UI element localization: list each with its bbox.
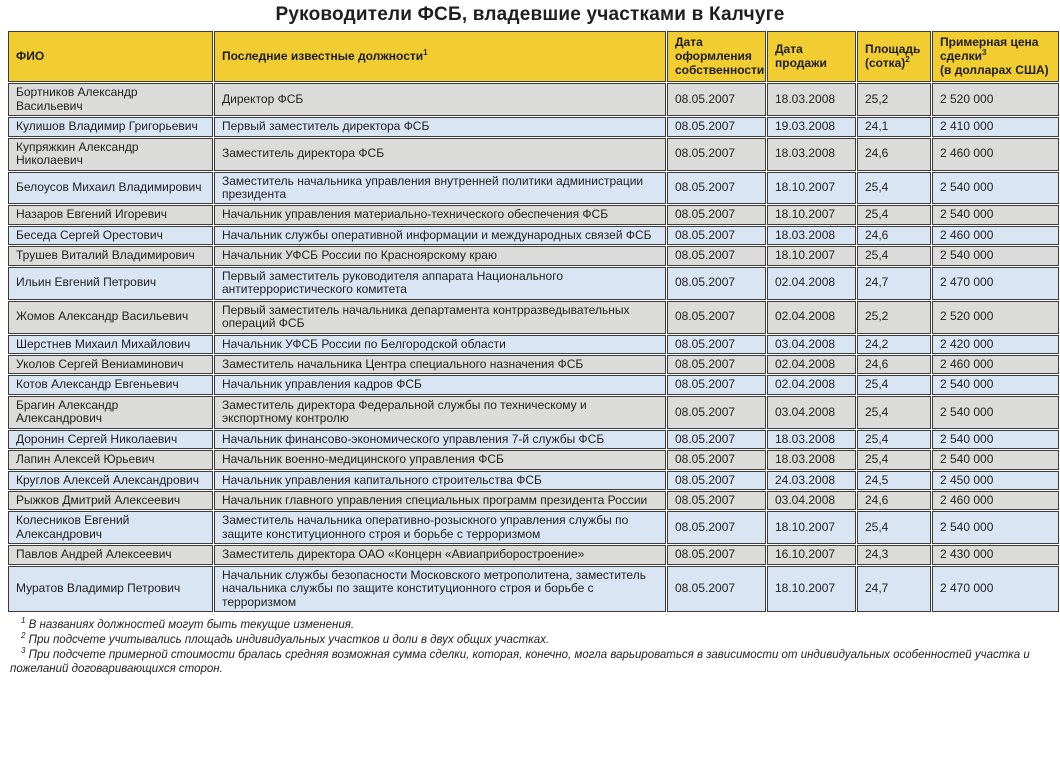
area-cell: 24,7 — [857, 267, 931, 300]
sale-date-cell: 03.04.2008 — [767, 335, 856, 354]
column-header-positions — [214, 31, 666, 82]
price-cell: 2 540 000 — [932, 430, 1059, 449]
price-cell: 2 460 000 — [932, 138, 1059, 171]
name-cell: Уколов Сергей Вениаминович — [8, 355, 213, 374]
column-header-sale-date — [767, 31, 856, 82]
area-cell: 25,4 — [857, 511, 931, 544]
column-header-fio-label: ФИО — [16, 48, 45, 63]
name-cell: Брагин Александр Александрович — [8, 396, 213, 429]
area-cell: 24,6 — [857, 491, 931, 510]
column-header-registration-date-label: Дата оформления собственности — [675, 35, 765, 77]
registration-date-cell: 08.05.2007 — [667, 471, 766, 490]
position-cell: Первый заместитель директора ФСБ — [214, 117, 666, 136]
registration-date-cell: 08.05.2007 — [667, 267, 766, 300]
registration-date-cell: 08.05.2007 — [667, 545, 766, 564]
registration-date-cell: 08.05.2007 — [667, 301, 766, 334]
table-row — [8, 430, 1059, 449]
footnote-2 — [10, 630, 1050, 648]
position-cell: Заместитель начальника Центра специального назначения ФСБ — [214, 355, 666, 374]
position-cell: Заместитель директора ФСБ — [214, 138, 666, 171]
footnote-2-marker: 2 — [21, 630, 26, 640]
price-cell: 2 470 000 — [932, 267, 1059, 300]
registration-date-cell: 08.05.2007 — [667, 450, 766, 469]
name-cell: Колесников Евгений Александрович — [8, 511, 213, 544]
registration-date-cell: 08.05.2007 — [667, 396, 766, 429]
name-cell: Трушев Виталий Владимирович — [8, 246, 213, 265]
header-row — [8, 31, 1059, 82]
area-cell: 25,4 — [857, 430, 931, 449]
price-cell: 2 520 000 — [932, 83, 1059, 116]
column-header-area — [857, 31, 931, 82]
name-cell: Белоусов Михаил Владимирович — [8, 172, 213, 205]
table-row — [8, 301, 1059, 334]
sale-date-cell: 02.04.2008 — [767, 355, 856, 374]
table-row — [8, 450, 1059, 469]
area-cell: 24,3 — [857, 545, 931, 564]
footnote-ref-1: 1 — [423, 47, 428, 57]
registration-date-cell: 08.05.2007 — [667, 246, 766, 265]
column-header-fio — [8, 31, 213, 82]
area-cell: 24,7 — [857, 566, 931, 612]
table-row — [8, 545, 1059, 564]
table-row — [8, 335, 1059, 354]
sale-date-cell: 02.04.2008 — [767, 375, 856, 394]
table-header — [8, 31, 1059, 82]
footnotes — [10, 618, 1050, 677]
sale-date-cell: 18.10.2007 — [767, 246, 856, 265]
page-title: Руководители ФСБ, владевшие участками в Калчуге — [275, 4, 785, 25]
area-cell: 25,4 — [857, 172, 931, 205]
footnote-1-marker: 1 — [21, 616, 26, 626]
table-row — [8, 205, 1059, 224]
sale-date-cell: 02.04.2008 — [767, 267, 856, 300]
table-row — [8, 246, 1059, 265]
position-cell: Начальник службы оперативной информации и международных связей ФСБ — [214, 226, 666, 245]
registration-date-cell: 08.05.2007 — [667, 138, 766, 171]
name-cell: Рыжков Дмитрий Алексеевич — [8, 491, 213, 510]
sale-date-cell: 18.10.2007 — [767, 566, 856, 612]
area-cell: 25,2 — [857, 83, 931, 116]
price-cell: 2 410 000 — [932, 117, 1059, 136]
table-row — [8, 375, 1059, 394]
position-cell: Начальник службы безопасности Московского метрополитена, заместитель начальника службы по защите конституционного строя и борьбе с терроризмом — [214, 566, 666, 612]
table-row — [8, 226, 1059, 245]
fsb-owners-table — [7, 30, 1060, 613]
footnote-3-marker: 3 — [21, 645, 26, 655]
name-cell: Ильин Евгений Петрович — [8, 267, 213, 300]
registration-date-cell: 08.05.2007 — [667, 172, 766, 205]
area-cell: 24,5 — [857, 471, 931, 490]
price-cell: 2 450 000 — [932, 471, 1059, 490]
table-body — [8, 83, 1059, 612]
price-cell: 2 460 000 — [932, 226, 1059, 245]
position-cell: Начальник главного управления специальных программ президента России — [214, 491, 666, 510]
table-row — [8, 83, 1059, 116]
area-cell: 25,2 — [857, 301, 931, 334]
sale-date-cell: 18.03.2008 — [767, 450, 856, 469]
column-header-sale-date-label: Дата продажи — [775, 41, 827, 70]
price-cell: 2 540 000 — [932, 396, 1059, 429]
area-cell: 24,6 — [857, 226, 931, 245]
area-cell: 25,4 — [857, 205, 931, 224]
sale-date-cell: 02.04.2008 — [767, 301, 856, 334]
name-cell: Жомов Александр Васильевич — [8, 301, 213, 334]
name-cell: Беседа Сергей Орестович — [8, 226, 213, 245]
price-cell: 2 540 000 — [932, 511, 1059, 544]
table-row — [8, 267, 1059, 300]
registration-date-cell: 08.05.2007 — [667, 491, 766, 510]
area-cell: 24,1 — [857, 117, 931, 136]
price-cell: 2 540 000 — [932, 246, 1059, 265]
sale-date-cell: 18.10.2007 — [767, 172, 856, 205]
sale-date-cell: 18.03.2008 — [767, 83, 856, 116]
price-cell: 2 540 000 — [932, 205, 1059, 224]
area-cell: 24,6 — [857, 355, 931, 374]
name-cell: Муратов Владимир Петрович — [8, 566, 213, 612]
price-cell: 2 430 000 — [932, 545, 1059, 564]
position-cell: Заместитель начальника оперативно-розыскного управления службы по защите конституционного строя и борьбе с терроризмом — [214, 511, 666, 544]
table-row — [8, 396, 1059, 429]
sale-date-cell: 18.03.2008 — [767, 138, 856, 171]
position-cell: Начальник УФСБ России по Белгородской области — [214, 335, 666, 354]
position-cell: Начальник финансово-экономического управления 7-й службы ФСБ — [214, 430, 666, 449]
registration-date-cell: 08.05.2007 — [667, 375, 766, 394]
price-cell: 2 460 000 — [932, 355, 1059, 374]
table-row — [8, 172, 1059, 205]
name-cell: Бортников Александр Васильевич — [8, 83, 213, 116]
sale-date-cell: 16.10.2007 — [767, 545, 856, 564]
registration-date-cell: 08.05.2007 — [667, 566, 766, 612]
position-cell: Директор ФСБ — [214, 83, 666, 116]
position-cell: Заместитель начальника управления внутренней политики администрации президента — [214, 172, 666, 205]
table-row — [8, 117, 1059, 136]
price-cell: 2 470 000 — [932, 566, 1059, 612]
name-cell: Кулишов Владимир Григорьевич — [8, 117, 213, 136]
registration-date-cell: 08.05.2007 — [667, 355, 766, 374]
position-cell: Начальник управления капитального строительства ФСБ — [214, 471, 666, 490]
position-cell: Заместитель директора ОАО «Концерн «Авиаприборостроение» — [214, 545, 666, 564]
table-row — [8, 566, 1059, 612]
footnote-ref-3: 3 — [981, 47, 987, 57]
price-cell: 2 540 000 — [932, 375, 1059, 394]
registration-date-cell: 08.05.2007 — [667, 83, 766, 116]
area-cell: 25,4 — [857, 450, 931, 469]
column-header-area-label: Площадь (сотка) — [865, 41, 921, 70]
position-cell: Заместитель директора Федеральной службы по техническому и экспортному контролю — [214, 396, 666, 429]
name-cell: Купряжкин Александр Николаевич — [8, 138, 213, 171]
table-row — [8, 511, 1059, 544]
sale-date-cell: 18.10.2007 — [767, 511, 856, 544]
area-cell: 25,4 — [857, 375, 931, 394]
registration-date-cell: 08.05.2007 — [667, 117, 766, 136]
column-header-registration-date — [667, 31, 766, 82]
sale-date-cell: 24.03.2008 — [767, 471, 856, 490]
area-cell: 25,4 — [857, 396, 931, 429]
price-cell: 2 540 000 — [932, 450, 1059, 469]
footnote-1 — [10, 618, 1050, 633]
registration-date-cell: 08.05.2007 — [667, 430, 766, 449]
price-cell: 2 540 000 — [932, 172, 1059, 205]
table-row — [8, 491, 1059, 510]
sale-date-cell: 03.04.2008 — [767, 491, 856, 510]
position-cell: Первый заместитель начальника департамента контрразведывательных операций ФСБ — [214, 301, 666, 334]
registration-date-cell: 08.05.2007 — [667, 205, 766, 224]
sale-date-cell: 03.04.2008 — [767, 396, 856, 429]
price-cell: 2 460 000 — [932, 491, 1059, 510]
sale-date-cell: 18.10.2007 — [767, 205, 856, 224]
name-cell: Назаров Евгений Игоревич — [8, 205, 213, 224]
area-cell: 24,2 — [857, 335, 931, 354]
column-header-positions-label: Последние известные должности — [222, 48, 424, 63]
sale-date-cell: 18.03.2008 — [767, 430, 856, 449]
position-cell: Начальник управления кадров ФСБ — [214, 375, 666, 394]
name-cell: Котов Александр Евгеньевич — [8, 375, 213, 394]
position-cell: Начальник военно-медицинского управления ФСБ — [214, 450, 666, 469]
column-header-price-units: (в долларах США) — [940, 62, 1049, 77]
position-cell: Первый заместитель руководителя аппарата Национального антитеррористического комитета — [214, 267, 666, 300]
price-cell: 2 420 000 — [932, 335, 1059, 354]
name-cell: Доронин Сергей Николаевич — [8, 430, 213, 449]
table-row — [8, 138, 1059, 171]
area-cell: 25,4 — [857, 246, 931, 265]
position-cell: Начальник УФСБ России по Красноярскому краю — [214, 246, 666, 265]
column-header-price-label: Примерная цена сделки — [940, 35, 1039, 63]
footnote-ref-2: 2 — [905, 54, 910, 64]
column-header-price — [932, 31, 1059, 82]
name-cell: Павлов Андрей Алексеевич — [8, 545, 213, 564]
price-cell: 2 520 000 — [932, 301, 1059, 334]
table-row — [8, 355, 1059, 374]
sale-date-cell: 19.03.2008 — [767, 117, 856, 136]
name-cell: Круглов Алексей Александрович — [8, 471, 213, 490]
name-cell: Шерстнев Михаил Михайлович — [8, 335, 213, 354]
registration-date-cell: 08.05.2007 — [667, 226, 766, 245]
name-cell: Лапин Алексей Юрьевич — [8, 450, 213, 469]
registration-date-cell: 08.05.2007 — [667, 511, 766, 544]
sale-date-cell: 18.03.2008 — [767, 226, 856, 245]
position-cell: Начальник управления материально-технического обеспечения ФСБ — [214, 205, 666, 224]
footnote-3-text: При подсчете примерной стоимости бралась средняя возможная сумма сделки, которая, конечно, могла варьироваться в зависимости от индивидуальных особенностей участка и пожеланий договаривающихся сторон. — [10, 648, 1030, 676]
footnote-3 — [10, 645, 1050, 677]
area-cell: 24,6 — [857, 138, 931, 171]
footnote-1-text: В названиях должностей могут быть текущие изменения. — [28, 619, 355, 632]
footnote-2-text: При подсчете учитывались площадь индивидуальных участков и доли в двух общих участках. — [28, 633, 550, 646]
table-row — [8, 471, 1059, 490]
registration-date-cell: 08.05.2007 — [667, 335, 766, 354]
